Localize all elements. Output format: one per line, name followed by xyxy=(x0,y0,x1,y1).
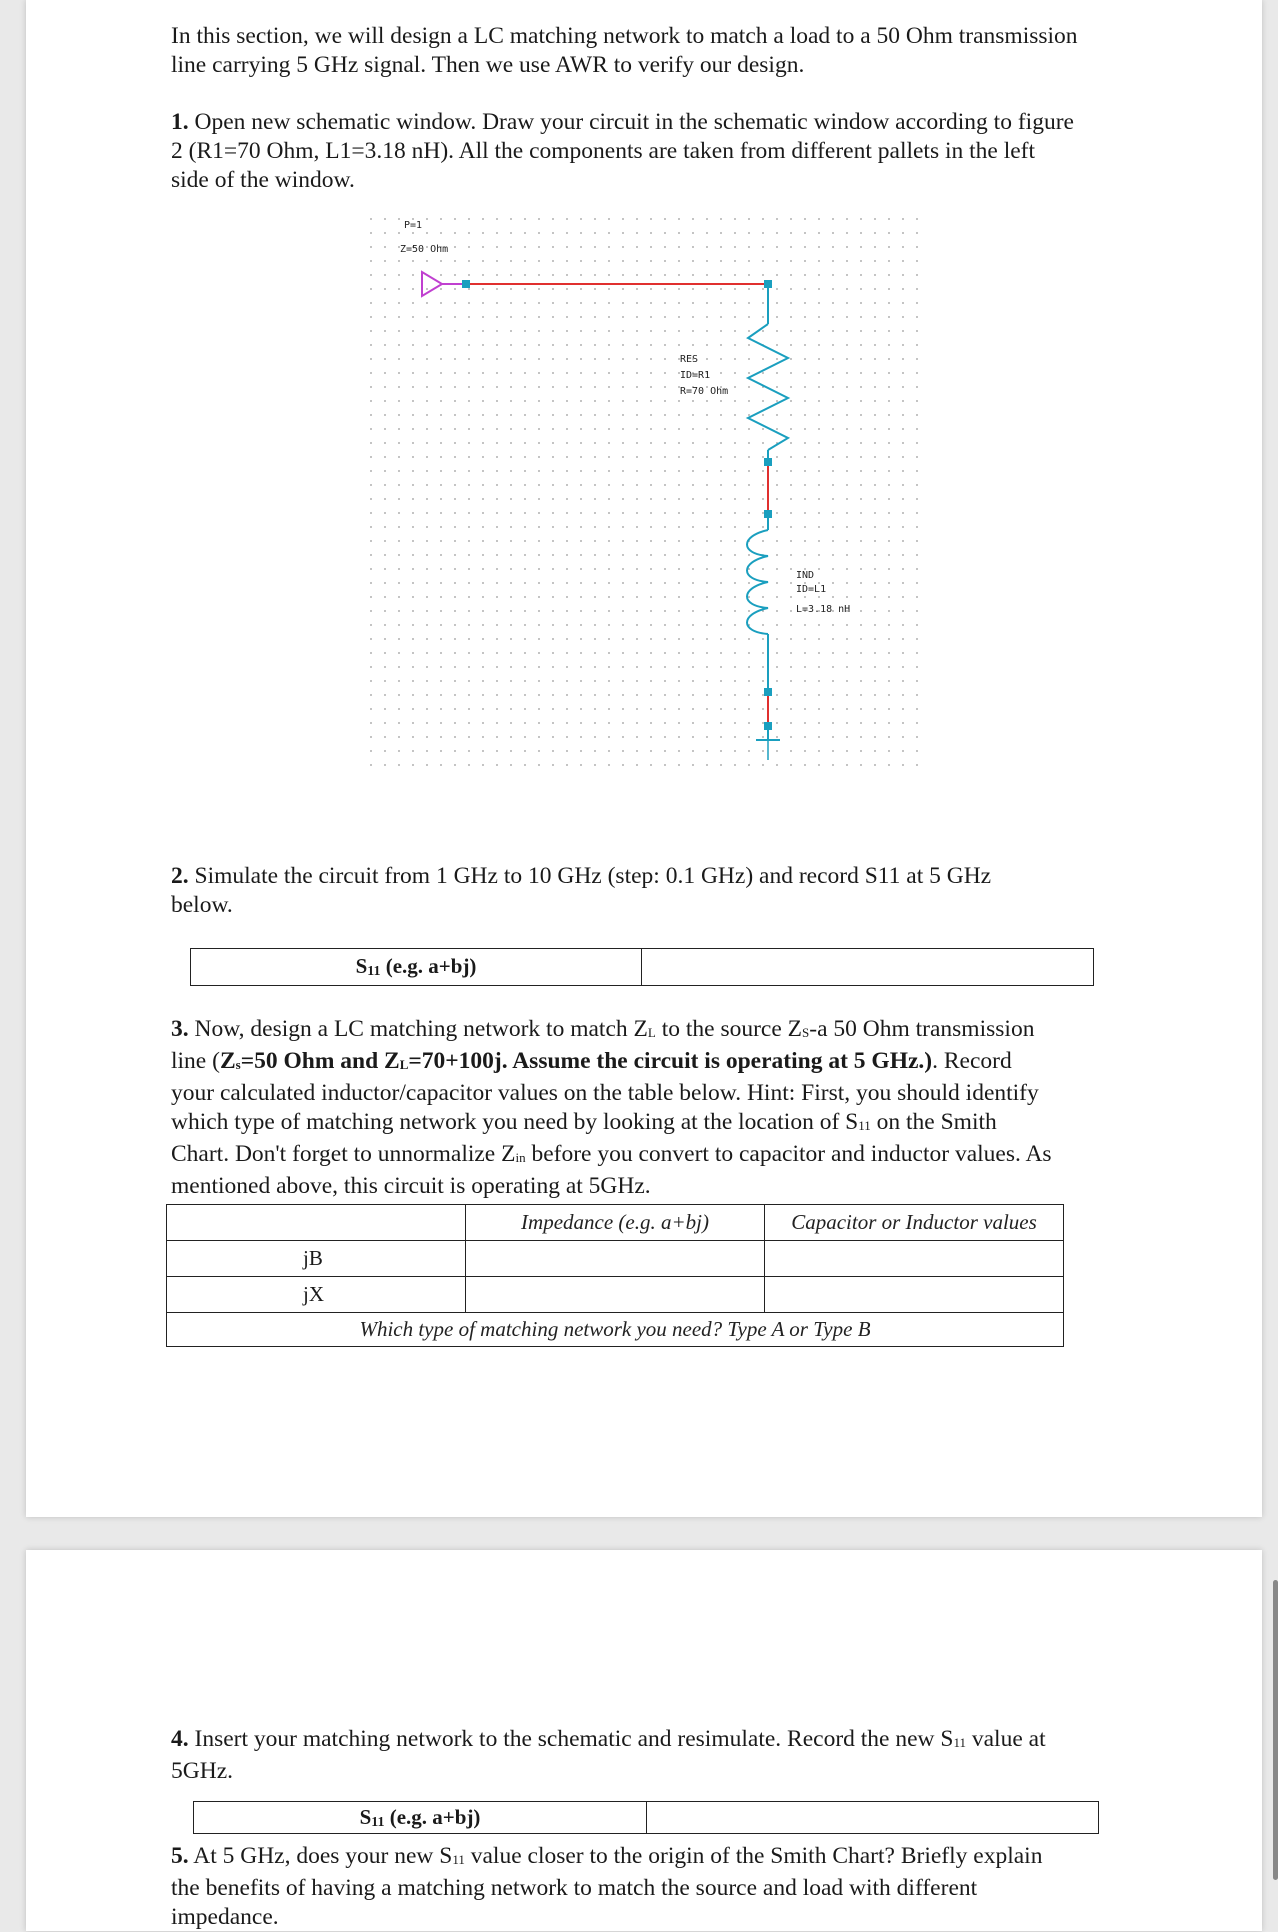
inductor-top-node xyxy=(764,510,772,518)
ground-node xyxy=(764,722,772,730)
schematic-grid xyxy=(360,214,920,774)
step-4-paragraph: 4. Insert your matching network to the schematic and resimulate. Record the new S11 value at 5GHz. xyxy=(171,1726,1046,1784)
jx-row-label: jX xyxy=(167,1277,466,1313)
resistor-id: ID=R1 xyxy=(680,370,711,381)
jb-value-cell[interactable] xyxy=(765,1241,1064,1277)
s11-label-cell: S11 (e.g. a+bj) xyxy=(191,949,642,986)
matching-network-table xyxy=(166,1204,1064,1347)
step-2-paragraph: 2. Simulate the circuit from 1 GHz to 10 GHz (step: 0.1 GHz) and record S11 at 5 GHz below. xyxy=(171,863,992,918)
schematic-figure xyxy=(360,214,920,774)
s11-table-2 xyxy=(193,1801,1099,1834)
inductor-id: ID=L1 xyxy=(796,584,827,595)
port-impedance-label: Z=50 Ohm xyxy=(400,244,449,255)
step-1-paragraph: 1. Open new schematic window. Draw your circuit in the schematic window according to figure 2 (R1=70 Ohm, L1=3.18 nH). All the components are taken from different pallets in the left side of the window. xyxy=(171,109,1074,193)
inductor-name: IND xyxy=(796,570,815,581)
jx-value-cell[interactable] xyxy=(765,1277,1064,1313)
resistor-name: RES xyxy=(680,354,699,365)
scrollbar[interactable] xyxy=(1273,1580,1278,1880)
resistor-value: R=70 Ohm xyxy=(680,386,729,397)
s11-table-1 xyxy=(190,948,1094,986)
s11-label-cell-2: S11 (e.g. a+bj) xyxy=(194,1802,647,1834)
s11-answer-cell[interactable] xyxy=(642,949,1094,986)
step-5-paragraph: 5. At 5 GHz, does your new S11 value closer to the origin of the Smith Chart? Briefly explain the benefits of having a matching network to match the source and load with different impedance. xyxy=(171,1843,1043,1930)
inductor-value: L=3.18 nH xyxy=(796,604,851,615)
intro-paragraph: In this section, we will design a LC matching network to match a load to a 50 Ohm transmission line carrying 5 GHz signal. Then we use AWR to verify our design. xyxy=(171,23,1078,78)
impedance-header: Impedance (e.g. a+bj) xyxy=(466,1205,765,1241)
values-header: Capacitor or Inductor values xyxy=(765,1205,1064,1241)
s11-answer-cell-2[interactable] xyxy=(647,1802,1099,1834)
jx-impedance-cell[interactable] xyxy=(466,1277,765,1313)
jb-row-label: jB xyxy=(167,1241,466,1277)
resistor-top-node xyxy=(764,280,772,288)
network-type-question[interactable]: Which type of matching network you need? Type A or Type B xyxy=(167,1313,1064,1347)
jb-impedance-cell[interactable] xyxy=(466,1241,765,1277)
port-label: P=1 xyxy=(404,220,423,231)
port-node xyxy=(462,280,470,288)
step-3-paragraph: 3. Now, design a LC matching network to match ZL to the source ZS-a 50 Ohm transmission line (Zs=50 Ohm and ZL=70+100j. Assume the circuit is operating at 5 GHz.). Record your calculated inductor/capacitor values on the table below. Hint: First, you should identify which type of matching network you need by looking at the location of S11 on the Smith Chart. Don't forget to unnormalize Zin before you convert to capacitor and inductor values. As mentioned above, this circuit is operating at 5GHz. xyxy=(171,1016,1052,1199)
resistor-bottom-node xyxy=(764,458,772,466)
inductor-bottom-node xyxy=(764,688,772,696)
blank-header-cell xyxy=(167,1205,466,1241)
